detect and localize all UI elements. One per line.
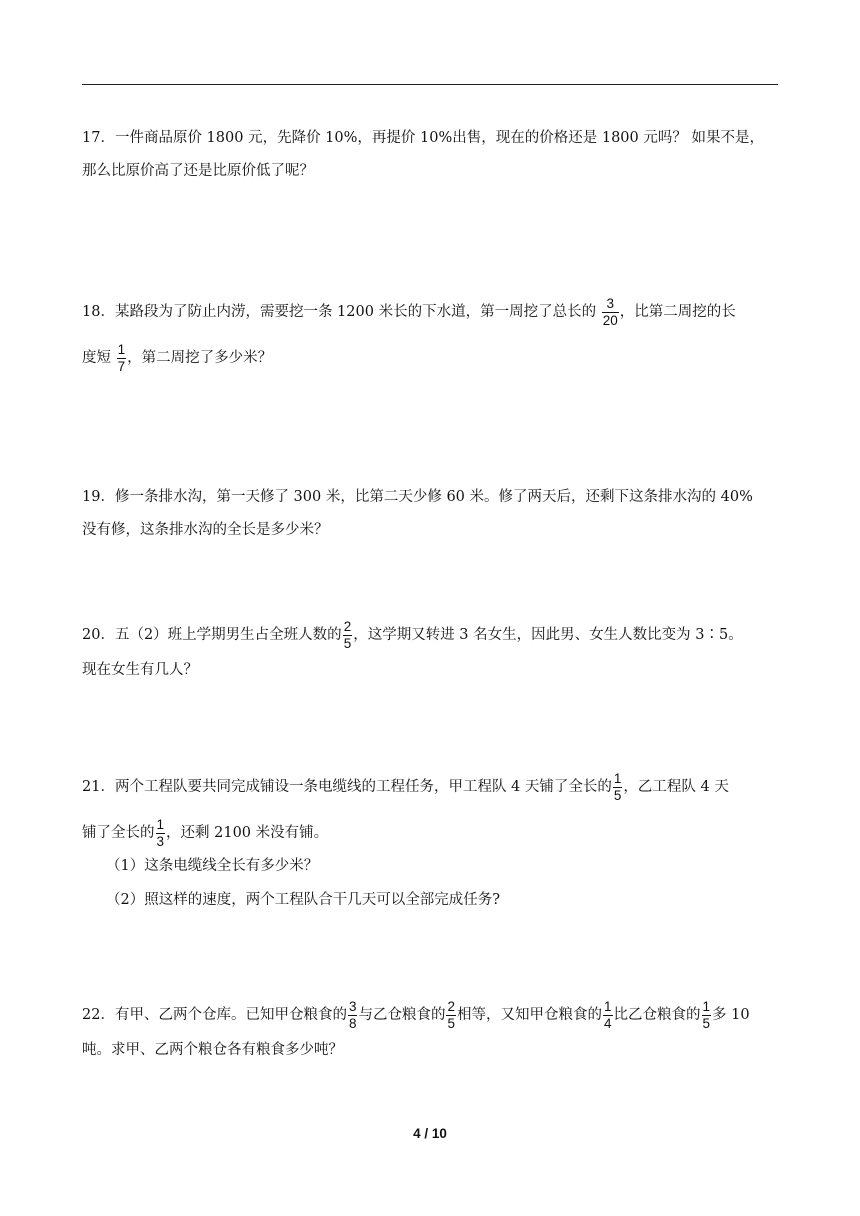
denominator: 7: [117, 358, 126, 374]
q18-text-a: 18．某路段为了防止内涝，需要挖一条 1200 米长的下水道，第一周挖了总长的: [82, 304, 601, 320]
q22-text-d: 比乙仓粮食的: [613, 1007, 701, 1023]
q22-line1: [82, 1000, 750, 1030]
q21-line1: [82, 772, 729, 802]
denominator: 5: [702, 1015, 711, 1031]
fraction-2-5: [446, 1000, 456, 1030]
q21-line2: [82, 818, 328, 848]
numerator: 2: [447, 999, 455, 1014]
q20-text-b: ，这学期又转进 3 名女生，因此男、女生人数比变为 3∶5。: [353, 627, 743, 643]
page-number: 4 / 10: [413, 1126, 447, 1141]
denominator: 4: [603, 1015, 612, 1031]
denominator: 5: [613, 787, 622, 803]
q21-subquestion-1: （1）这条电缆线全长有多少米？: [106, 858, 319, 874]
q18-text-d: ，第二周挖了多少米？: [127, 350, 273, 366]
numerator: 1: [117, 342, 126, 357]
q22-text-a: 22．有甲、乙两个仓库。已知甲仓粮食的: [82, 1007, 347, 1023]
q17-line1: 17．一件商品原价 1800 元，先降价 10%，再提价 10%出售，现在的价格还是 1800 元吗？ 如果不是，: [82, 130, 764, 146]
header-rule: [82, 84, 778, 85]
fraction-3-8: [348, 1000, 358, 1030]
q19-line2: 没有修，这条排水沟的全长是多少米？: [82, 522, 329, 538]
numerator: 2: [343, 619, 352, 634]
numerator: 1: [603, 999, 612, 1014]
denominator: 5: [343, 635, 352, 651]
q18-text-b: ，比第二周挖的长: [619, 304, 736, 320]
numerator: 3: [602, 297, 619, 313]
q18-line2: [82, 343, 272, 373]
q20-line2: 现在女生有几人？: [82, 662, 198, 678]
q21-subquestion-2: （2）照这样的速度，两个工程队合干几天可以全部完成任务?: [106, 892, 500, 908]
q21-text-a: 21．两个工程队要共同完成铺设一条电缆线的工程任务，甲工程队 4 天铺了全长的: [82, 779, 612, 795]
q22-text-e: 多 10: [712, 1007, 750, 1023]
denominator: 5: [447, 1015, 455, 1031]
denominator: 3: [156, 833, 165, 849]
q21-text-d: ，还剩 2100 米没有铺。: [166, 825, 329, 841]
fraction-1-4: [603, 1000, 613, 1030]
fraction-1-5: [702, 1000, 712, 1030]
numerator: 1: [702, 999, 711, 1014]
q22-text-c: 相等，又知甲仓粮食的: [456, 1007, 602, 1023]
q22-text-b: 与乙仓粮食的: [358, 1007, 446, 1023]
fraction-3-20: [602, 297, 619, 327]
numerator: 3: [348, 999, 357, 1014]
q22-line2: 吨。求甲、乙两个粮仓各有粮食多少吨？: [82, 1042, 343, 1058]
denominator: 8: [348, 1015, 357, 1031]
fraction-2-5: [343, 620, 353, 650]
q19-line1: 19．修一条排水沟，第一天修了 300 米，比第二天少修 60 米。修了两天后，还剩下这条排水沟的 40%: [82, 489, 753, 505]
fraction-1-3: [156, 818, 166, 848]
fraction-1-7: [117, 343, 127, 373]
denominator: 20: [602, 312, 618, 328]
q20-line1: [82, 620, 743, 650]
q18-line1: [82, 297, 736, 327]
q21-text-c: 铺了全长的: [82, 825, 155, 841]
q18-text-c: 度短: [82, 350, 116, 366]
q21-text-b: ，乙工程队 4 天: [623, 779, 729, 795]
fraction-1-5: [613, 772, 623, 802]
numerator: 1: [613, 771, 622, 786]
numerator: 1: [156, 817, 165, 832]
q17-line2: 那么比原价高了还是比原价低了呢？: [82, 163, 314, 179]
q20-text-a: 20．五（2）班上学期男生占全班人数的: [82, 627, 342, 643]
